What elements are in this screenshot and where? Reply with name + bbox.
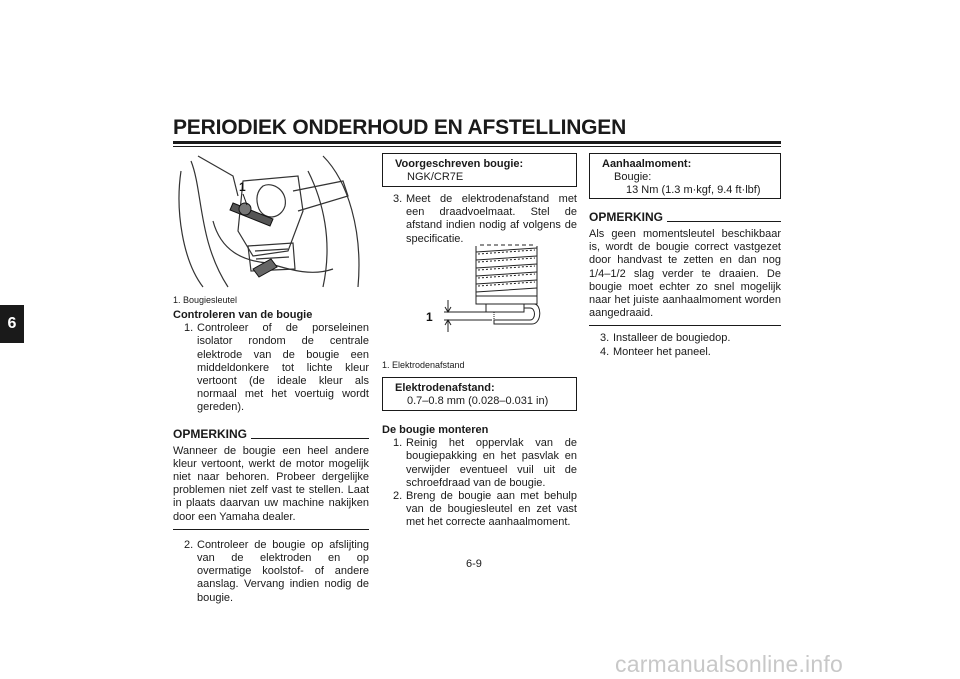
spec-box-spark-plug <box>382 153 577 187</box>
step-item <box>382 490 577 530</box>
step-text: Reinig het oppervlak van de bougiepakking en het pasvlak en verwijder eventueel vuil uit de schroefdraad van de bougie. <box>406 437 577 489</box>
spec-value: 13 Nm (1.3 m·kgf, 9.4 ft·lbf) <box>626 184 761 196</box>
step-item <box>382 193 577 246</box>
step-text: Monteer het paneel. <box>613 345 711 358</box>
note-title: OPMERKING <box>173 426 248 441</box>
note-text: Als geen momentsleutel beschikbaar is, wordt de bougie correct vastgezet door handvast te zetten en dan nog 1/4–1/2 slag verder te draaien. De bougie moet echter zo snel mogelijk naar het juiste aanhaalmoment worden aangedraaid. <box>589 228 781 320</box>
note-title: OPMERKING <box>589 210 664 224</box>
note-text: Wanneer de bougie een heel andere kleur vertoont, werkt de motor mogelijk niet naar behoren. Probeer dergelijke problemen niet zelf vast te stellen. Laat in plaats daarvan uw machine nakijken door een Yamaha dealer. <box>173 444 369 523</box>
step-text: Controleer de bougie op afslijting van de elektroden en op overmatige koolstof- of andere aanslag. Vervang indien nodig de bougie. <box>197 538 369 604</box>
watermark: carmanualsonline.info <box>615 651 843 677</box>
column-1-body <box>173 309 369 605</box>
photo-callout-number: 1 <box>239 180 246 194</box>
step-number: 3. <box>393 193 403 205</box>
spec-value: 0.7–0.8 mm (0.028–0.031 in) <box>407 395 549 407</box>
column-2-step-3 <box>382 193 577 246</box>
spec-box-tightening-torque <box>589 153 781 199</box>
note-heading <box>173 427 369 441</box>
step-item <box>173 322 369 414</box>
page-header-title: PERIODIEK ONDERHOUD EN AFSTELLINGEN <box>173 116 627 139</box>
spark-plug-wrench-photo <box>173 151 368 291</box>
figure-callout-number: 1 <box>426 310 433 324</box>
step-text: Breng de bougie aan met behulp van de bougiesleutel en zet vast met het correcte aanhaalmoment. <box>406 490 577 529</box>
step-text: Installeer de bougiedop. <box>613 332 731 345</box>
section-title-check-spark-plug: Controleren van de bougie <box>173 309 313 321</box>
spec-value: NGK/CR7E <box>407 171 464 183</box>
electrode-gap-diagram <box>424 240 544 340</box>
step-number: 1. <box>393 437 403 450</box>
step-number: 2. <box>184 538 194 551</box>
photo-caption: 1. Bougiesleutel <box>173 295 238 305</box>
section-title-install-spark-plug: De bougie monteren <box>382 424 489 436</box>
step-text: Meet de elektrodenafstand met een draadvoelmaat. Stel de afstand indien nodig af volgens de specificatie. <box>406 193 577 245</box>
step-number: 4. <box>600 345 610 358</box>
step-number: 2. <box>393 490 403 503</box>
figure-caption: 1. Elektrodenafstand <box>382 360 465 370</box>
step-item <box>382 437 577 490</box>
step-item <box>589 332 781 345</box>
page-number: 6-9 <box>466 558 482 570</box>
note-heading <box>589 210 781 224</box>
spec-box-electrode-gap <box>382 377 577 411</box>
step-item <box>589 346 781 359</box>
step-number: 3. <box>600 332 610 345</box>
chapter-tab: 6 <box>0 305 24 343</box>
step-text: Controleer of de porseleinen isolator rondom de centrale elektrode van de bougie een middeldonkere tot lichte kleur vertoont (de ideale kleur als normaal met het voertuig wordt gereden). <box>197 322 369 414</box>
column-2-install <box>382 424 577 530</box>
column-3-body <box>589 210 781 359</box>
header-rule <box>173 141 781 144</box>
spec-sublabel: Bougie: <box>614 171 652 183</box>
header-rule-thin <box>173 146 781 147</box>
step-item <box>173 539 369 605</box>
spec-label: Aanhaalmoment: <box>602 158 692 170</box>
step-number: 1. <box>184 322 194 335</box>
spec-label: Voorgeschreven bougie: <box>395 158 524 170</box>
spec-label: Elektrodenafstand: <box>395 382 495 394</box>
